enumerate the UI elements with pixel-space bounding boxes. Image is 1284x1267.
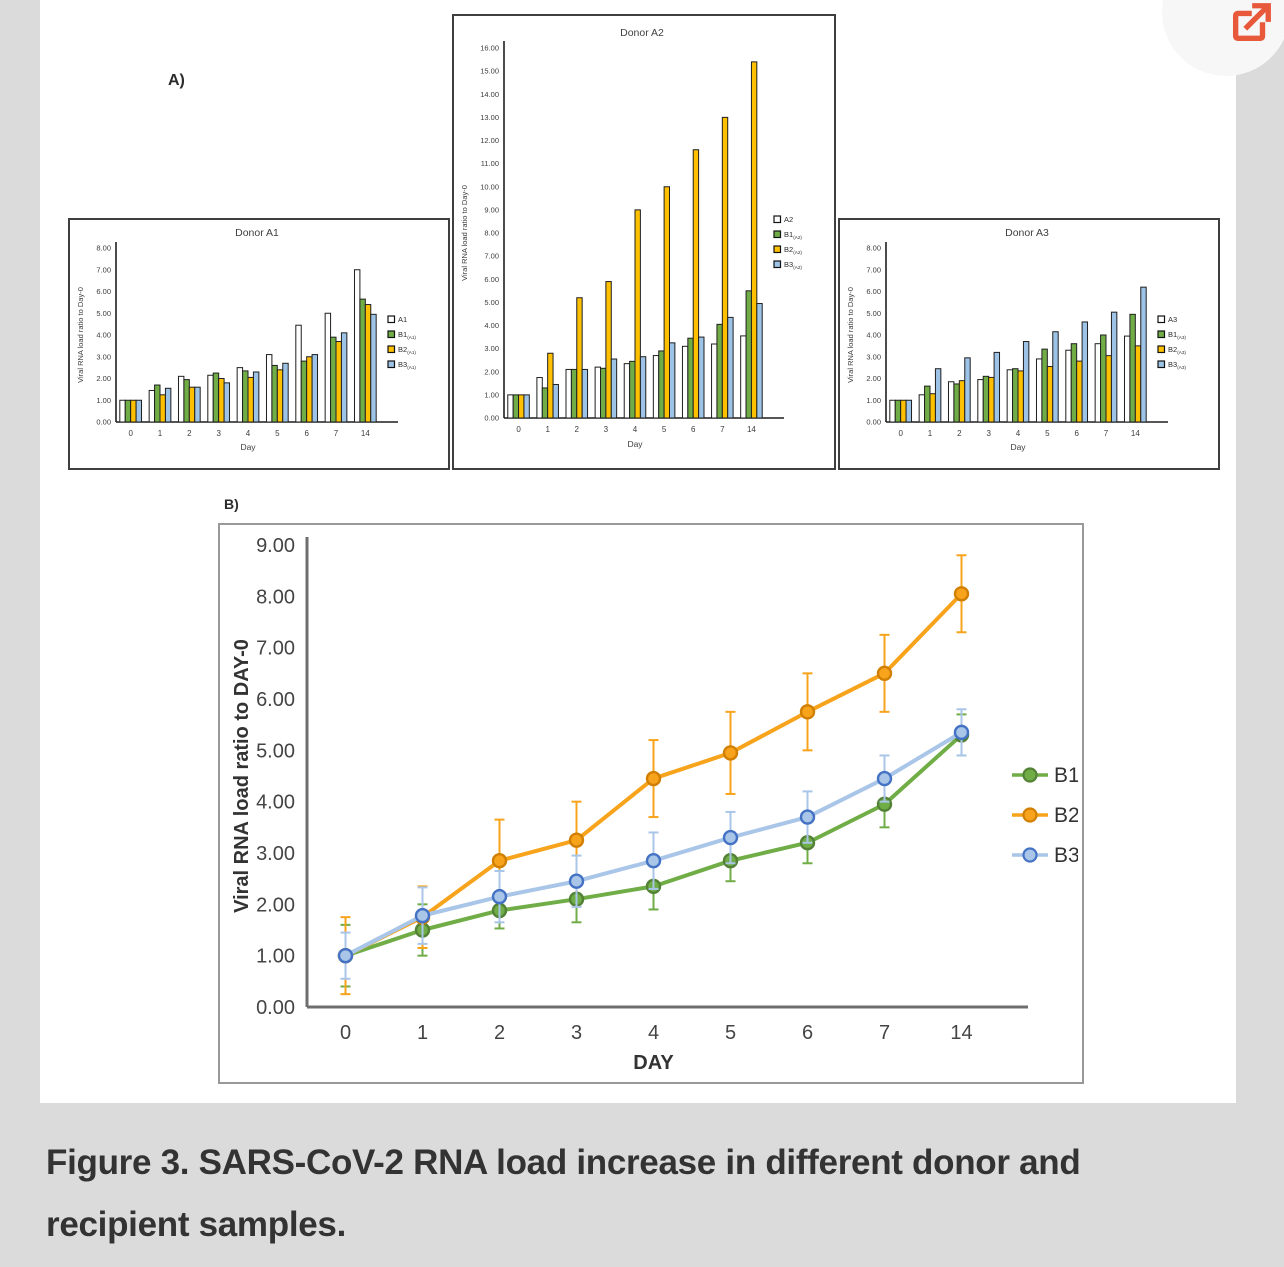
marker-B3-day-1: [416, 909, 429, 922]
svg-text:6.00: 6.00: [256, 689, 295, 711]
bar-B1-day-14: [1130, 314, 1135, 422]
bar-B1-day-7: [717, 324, 722, 418]
bar-B1-day-7: [1101, 335, 1106, 422]
svg-text:3: 3: [986, 429, 991, 438]
svg-text:Donor A2: Donor A2: [620, 27, 664, 39]
bar-B3-day-4: [1023, 342, 1028, 422]
svg-text:1: 1: [927, 429, 933, 438]
svg-text:2: 2: [187, 429, 192, 438]
bar-B2-day-3: [606, 282, 611, 418]
bar-A3-day-6: [1066, 350, 1071, 422]
svg-text:2: 2: [957, 429, 962, 438]
bar-B3-day-7: [728, 317, 733, 418]
bar-A2-day-2: [566, 369, 571, 418]
marker-B3-day-5: [724, 831, 737, 844]
svg-text:7.00: 7.00: [256, 637, 295, 660]
y-tick-labels: [256, 535, 295, 1019]
bar-B1-day-6: [1071, 344, 1076, 422]
bar-A2-day-7: [712, 344, 717, 418]
svg-text:B2(A1): $B2_{(A1)}$: [398, 345, 416, 355]
svg-text:12.00: 12.00: [480, 136, 499, 146]
bar-B2-day-7: [336, 342, 341, 422]
svg-text:Viral RNA load ratio to Day-0: Viral RNA load ratio to Day-0: [846, 287, 855, 383]
legend-marker-B1: [1024, 769, 1037, 782]
marker-B2-day-7: [878, 667, 891, 680]
svg-text:5: 5: [1045, 429, 1050, 438]
bar-A2-day-5: [653, 356, 658, 418]
svg-text:7.00: 7.00: [866, 265, 881, 275]
legend-marker-B2: [1024, 809, 1037, 822]
bar-B3-day-5: [283, 363, 288, 422]
bar-B2-day-6: [307, 357, 312, 422]
svg-text:5.00: 5.00: [866, 308, 881, 318]
legend-swatch-B2: [1158, 346, 1165, 353]
bar-B3-day-7: [1111, 312, 1116, 422]
svg-text:14: 14: [950, 1022, 973, 1044]
svg-text:B1(A1): $B1_{(A1)}$: [398, 330, 416, 340]
bar-B3-day-3: [224, 383, 229, 422]
bar-B2-day-0: [519, 395, 524, 418]
svg-text:1.00: 1.00: [256, 945, 295, 968]
svg-text:A3: A3: [1168, 315, 1178, 324]
svg-text:7.00: 7.00: [484, 251, 499, 261]
bar-B3-day-5: [669, 343, 674, 418]
svg-text:0.00: 0.00: [866, 417, 881, 427]
bar-A3-day-1: [919, 395, 924, 422]
bars: [120, 270, 376, 422]
marker-B3-day-0: [339, 949, 352, 962]
svg-text:Day: Day: [240, 442, 256, 452]
marker-B3-day-2: [493, 890, 506, 903]
legend-swatch-B3: [388, 361, 395, 368]
legend-swatch-B3: [774, 261, 781, 268]
bar-B1-day-2: [184, 380, 189, 422]
donorA1-svg: [70, 220, 444, 464]
bar-A1-day-1: [149, 390, 154, 422]
svg-text:1: 1: [416, 1022, 429, 1044]
bar-B1-day-1: [155, 385, 160, 422]
legend-swatch-A2: [774, 216, 781, 223]
donor-a1-bar-chart: [68, 218, 450, 470]
bar-B1-day-2: [954, 384, 959, 422]
legend: [774, 215, 802, 270]
svg-text:2: 2: [574, 425, 580, 434]
bar-B1-day-0: [513, 395, 518, 418]
legend-swatch-B3: [1158, 361, 1165, 368]
bar-B1-day-4: [243, 371, 248, 422]
bar-B2-day-4: [248, 377, 253, 422]
bar-B2-day-1: [548, 353, 553, 418]
legend-swatch-B1: [388, 331, 395, 338]
svg-text:1: 1: [157, 429, 163, 438]
y-tick-labels: [480, 44, 499, 423]
svg-text:5: 5: [724, 1022, 737, 1044]
bar-B1-day-14: [360, 299, 365, 422]
svg-text:16.00: 16.00: [480, 43, 499, 53]
svg-text:8.00: 8.00: [484, 228, 499, 238]
svg-text:0.00: 0.00: [484, 413, 499, 423]
svg-text:Donor A1: Donor A1: [235, 227, 279, 239]
marker-B2-day-4: [647, 772, 660, 785]
svg-text:0: 0: [128, 429, 133, 438]
bar-A3-day-2: [948, 382, 953, 422]
svg-text:8.00: 8.00: [256, 586, 295, 609]
svg-text:7: 7: [878, 1022, 891, 1044]
recipient-line-chart: [218, 523, 1084, 1084]
bar-A1-day-3: [208, 375, 213, 422]
bar-B3-day-3: [994, 352, 999, 422]
bar-B3-day-0: [524, 395, 529, 418]
marker-B3-day-7: [878, 772, 891, 785]
svg-text:9.00: 9.00: [484, 205, 499, 215]
svg-text:5.00: 5.00: [256, 740, 295, 763]
svg-text:5.00: 5.00: [484, 297, 499, 307]
svg-text:4.00: 4.00: [96, 330, 111, 340]
bar-B3-day-4: [640, 357, 645, 418]
bar-B2-day-0: [131, 400, 136, 422]
bars: [890, 287, 1146, 422]
bar-B1-day-0: [895, 400, 900, 422]
svg-text:14: 14: [1130, 429, 1140, 438]
bar-A3-day-3: [978, 380, 983, 422]
bar-A1-day-6: [296, 325, 301, 422]
bar-A3-day-7: [1095, 344, 1100, 422]
svg-text:B1(A3): $B1_{(A3)}$: [1168, 330, 1186, 340]
bar-B1-day-1: [542, 388, 547, 418]
bar-B3-day-14: [1141, 287, 1146, 422]
bar-B2-day-2: [577, 298, 582, 418]
svg-text:B1: B1: [1054, 764, 1078, 787]
svg-text:10.00: 10.00: [480, 182, 499, 192]
svg-text:6: 6: [1074, 429, 1079, 438]
svg-text:3.00: 3.00: [866, 352, 881, 362]
bar-B2-day-7: [722, 117, 727, 418]
svg-text:2.00: 2.00: [96, 374, 111, 384]
bar-B3-day-1: [165, 388, 170, 422]
bar-B2-day-1: [160, 395, 165, 422]
bar-B3-day-2: [965, 358, 970, 422]
marker-B3-day-14: [955, 726, 968, 739]
bar-A1-day-0: [120, 400, 125, 422]
svg-text:0: 0: [516, 425, 521, 434]
bar-A2-day-3: [595, 367, 600, 418]
y-tick-labels: [96, 244, 111, 427]
svg-text:4: 4: [245, 429, 251, 438]
svg-text:B3(A2): $B3_{(A2)}$: [784, 260, 802, 270]
svg-text:0: 0: [898, 429, 903, 438]
bar-B2-day-1: [930, 394, 935, 422]
svg-text:B3(A1): $B3_{(A1)}$: [398, 360, 416, 370]
bar-B2-day-14: [1135, 346, 1140, 422]
svg-text:DAY: DAY: [633, 1052, 674, 1074]
external-link-icon[interactable]: [1228, 0, 1274, 46]
svg-text:6: 6: [690, 425, 696, 434]
bar-B1-day-3: [601, 368, 606, 418]
svg-text:6: 6: [304, 429, 309, 438]
bar-A1-day-5: [266, 355, 271, 422]
svg-text:1.00: 1.00: [866, 395, 881, 405]
bar-A2-day-14: [741, 336, 746, 418]
svg-text:4: 4: [647, 1022, 660, 1044]
marker-B2-day-5: [724, 746, 737, 759]
panel-a-label: A): [168, 72, 185, 89]
bar-A2-day-6: [682, 346, 687, 418]
svg-text:B2(A3): $B2_{(A3)}$: [1168, 345, 1186, 355]
legend-swatch-B1: [1158, 331, 1165, 338]
bar-A2-day-4: [624, 364, 629, 418]
bar-B2-day-3: [219, 379, 224, 423]
bar-B3-day-6: [312, 355, 317, 422]
figure-caption: Figure 3. SARS-CoV-2 RNA load increase in different donor and recipient samples.: [46, 1143, 1081, 1245]
donor-a2-bar-chart: [452, 14, 836, 470]
svg-text:3: 3: [570, 1022, 583, 1044]
svg-text:1.00: 1.00: [96, 395, 111, 405]
bar-B3-day-7: [341, 333, 346, 422]
bar-B3-day-5: [1053, 332, 1058, 422]
svg-text:6: 6: [801, 1022, 814, 1044]
bar-B2-day-3: [989, 377, 994, 422]
bar-B3-day-6: [699, 337, 704, 418]
svg-text:7.00: 7.00: [96, 265, 111, 275]
bar-A3-day-5: [1036, 359, 1041, 422]
bar-B3-day-2: [582, 369, 587, 418]
bar-B3-day-0: [906, 400, 911, 422]
svg-text:4.00: 4.00: [256, 791, 295, 814]
panel-b-label: B): [224, 496, 239, 512]
marker-B3-day-4: [647, 854, 660, 867]
svg-text:A2: A2: [784, 215, 794, 224]
svg-text:8.00: 8.00: [866, 243, 881, 253]
svg-text:7: 7: [720, 425, 725, 434]
bar-B3-day-3: [611, 359, 616, 418]
bar-B1-day-3: [983, 376, 988, 422]
y-tick-labels: [866, 244, 881, 427]
bar-B2-day-4: [635, 210, 640, 418]
svg-text:14: 14: [360, 429, 370, 438]
bar-B2-day-14: [751, 62, 756, 418]
bar-A1-day-4: [237, 368, 242, 422]
marker-B2-day-14: [955, 587, 968, 600]
bar-B1-day-1: [925, 386, 930, 422]
marker-B2-day-3: [570, 834, 583, 847]
svg-text:9.00: 9.00: [256, 535, 295, 557]
svg-text:4.00: 4.00: [484, 321, 499, 331]
bar-B1-day-6: [688, 338, 693, 418]
bar-B2-day-0: [901, 400, 906, 422]
legend: [1012, 764, 1078, 867]
svg-text:3.00: 3.00: [484, 344, 499, 354]
bar-A2-day-1: [537, 378, 542, 418]
svg-text:1.00: 1.00: [484, 390, 499, 400]
svg-text:6.00: 6.00: [96, 287, 111, 297]
svg-text:8.00: 8.00: [96, 243, 111, 253]
marker-B2-day-6: [801, 705, 814, 718]
bar-B2-day-6: [1077, 361, 1082, 422]
svg-text:5: 5: [661, 425, 667, 434]
bar-B3-day-2: [195, 387, 200, 422]
bar-B1-day-14: [746, 291, 751, 418]
bar-B2-day-7: [1106, 356, 1111, 422]
marker-B3-day-6: [801, 811, 814, 824]
donorA2-svg: [454, 16, 830, 464]
bar-B1-day-2: [571, 369, 576, 418]
bar-A3-day-4: [1007, 370, 1012, 422]
bar-B2-day-4: [1018, 371, 1023, 422]
bar-B1-day-0: [125, 400, 130, 422]
svg-text:5: 5: [275, 429, 280, 438]
svg-text:2: 2: [493, 1022, 506, 1044]
svg-text:0.00: 0.00: [96, 417, 111, 427]
svg-text:Day: Day: [627, 439, 643, 449]
svg-text:B3: B3: [1054, 844, 1078, 867]
marker-B3-day-3: [570, 875, 583, 888]
svg-text:B2: B2: [1054, 804, 1078, 827]
svg-text:6.00: 6.00: [484, 274, 499, 284]
bar-B3-day-14: [757, 304, 762, 418]
bar-B3-day-14: [371, 314, 376, 422]
bar-A3-day-0: [890, 400, 895, 422]
svg-text:3.00: 3.00: [256, 843, 295, 865]
bars: [508, 62, 762, 418]
svg-text:0: 0: [339, 1022, 352, 1044]
bar-A1-day-7: [325, 313, 330, 422]
svg-text:2.00: 2.00: [866, 374, 881, 384]
bar-B2-day-14: [365, 305, 370, 422]
svg-text:4: 4: [1015, 429, 1021, 438]
svg-text:Donor A3: Donor A3: [1005, 227, 1049, 239]
bar-B1-day-6: [301, 361, 306, 422]
svg-text:14.00: 14.00: [480, 89, 499, 99]
donor-a3-bar-chart: [838, 218, 1220, 470]
bar-B2-day-5: [664, 187, 669, 418]
legend: [388, 315, 416, 370]
svg-text:15.00: 15.00: [480, 66, 499, 76]
legend-swatch-A3: [1158, 316, 1165, 323]
bar-A1-day-2: [178, 376, 183, 422]
svg-text:B2(A2): $B2_{(A2)}$: [784, 245, 802, 255]
bar-B3-day-6: [1082, 322, 1087, 422]
svg-text:5.00: 5.00: [96, 308, 111, 318]
legend: [1158, 315, 1186, 370]
bar-B1-day-3: [213, 373, 218, 422]
svg-text:7: 7: [1103, 429, 1109, 438]
svg-text:0.00: 0.00: [256, 997, 295, 1019]
legend-swatch-B2: [388, 346, 395, 353]
bar-B1-day-4: [630, 361, 635, 418]
svg-text:7: 7: [333, 429, 339, 438]
bar-B1-day-5: [272, 365, 277, 422]
legend-swatch-A1: [388, 316, 395, 323]
svg-text:3: 3: [603, 425, 609, 434]
bar-B3-day-4: [253, 372, 258, 422]
legend-swatch-B2: [774, 246, 781, 253]
bar-B3-day-1: [935, 369, 940, 422]
svg-text:3.00: 3.00: [96, 352, 111, 362]
svg-text:Viral RNA load ratio to DAY-0: Viral RNA load ratio to DAY-0: [231, 639, 253, 913]
svg-text:3: 3: [216, 429, 221, 438]
bar-B3-day-1: [553, 384, 558, 418]
bar-A2-day-0: [508, 395, 513, 418]
bar-A3-day-14: [1124, 336, 1129, 422]
bar-B3-day-0: [136, 400, 141, 422]
svg-text:6.00: 6.00: [866, 287, 881, 297]
svg-text:B3(A3): $B3_{(A3)}$: [1168, 360, 1186, 370]
legend-swatch-B1: [774, 231, 781, 238]
bar-B2-day-5: [1047, 367, 1052, 422]
bar-B2-day-6: [693, 150, 698, 418]
bar-B1-day-7: [331, 337, 336, 422]
svg-text:A1: A1: [398, 315, 408, 324]
svg-text:Viral RNA load ratio to Day-0: Viral RNA load ratio to Day-0: [76, 287, 85, 383]
svg-text:Viral RNA load ratio to Day-0: Viral RNA load ratio to Day-0: [460, 185, 469, 281]
bar-B1-day-4: [1013, 369, 1018, 422]
bar-B2-day-5: [277, 370, 282, 422]
svg-text:2.00: 2.00: [256, 894, 295, 917]
svg-text:B1(A2): $B1_{(A2)}$: [784, 230, 802, 240]
bar-B1-day-5: [1042, 349, 1047, 422]
svg-text:Day: Day: [1010, 442, 1026, 452]
svg-text:4: 4: [632, 425, 638, 434]
bar-B2-day-2: [189, 387, 194, 422]
bar-B2-day-2: [959, 381, 964, 422]
legend-marker-B3: [1024, 849, 1037, 862]
svg-text:14: 14: [746, 425, 756, 434]
svg-text:1: 1: [545, 425, 550, 434]
panelB-svg: [220, 525, 1078, 1078]
svg-text:4.00: 4.00: [866, 330, 881, 340]
donorA3-svg: [840, 220, 1214, 464]
marker-B2-day-2: [493, 854, 506, 867]
svg-text:2.00: 2.00: [484, 367, 499, 377]
svg-text:13.00: 13.00: [480, 112, 499, 122]
bar-B1-day-5: [659, 351, 664, 418]
svg-text:11.00: 11.00: [480, 159, 499, 169]
bar-A1-day-14: [354, 270, 359, 422]
